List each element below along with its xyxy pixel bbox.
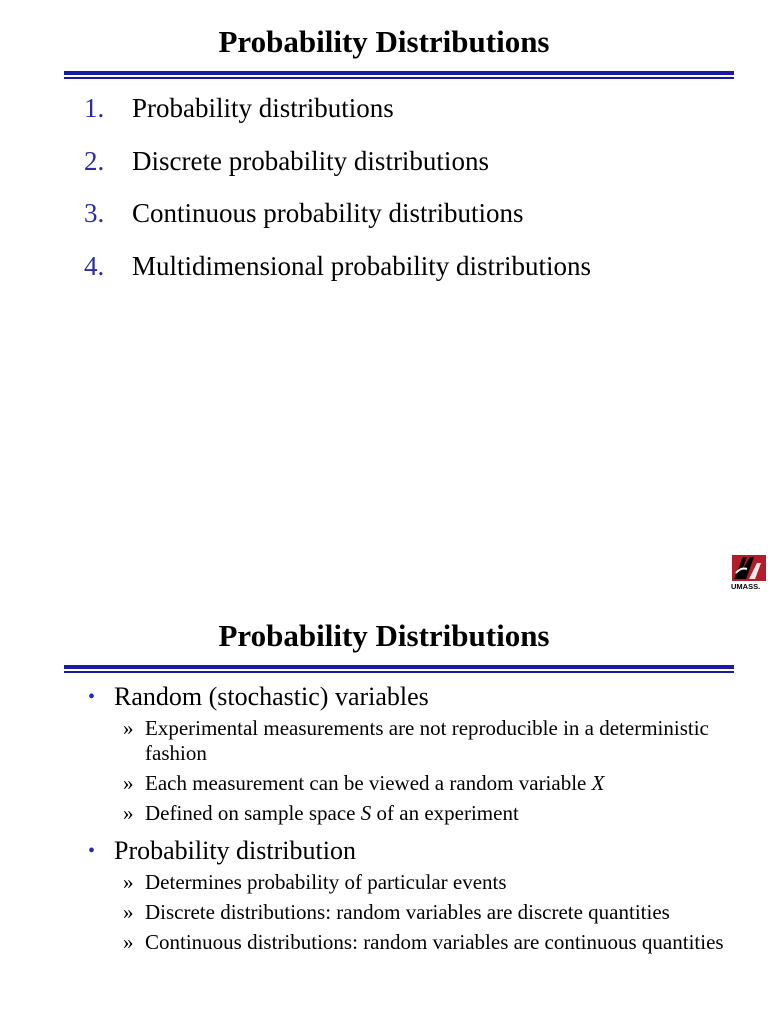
item-number: 4. — [84, 250, 105, 281]
item-number: 2. — [84, 145, 105, 176]
umass-logo-icon — [731, 553, 767, 591]
sub-text-before: Each measurement can be viewed a random variable — [145, 771, 592, 795]
sub-text — [145, 771, 604, 795]
sub-item — [86, 801, 746, 826]
slide-2 — [0, 594, 768, 1024]
bullet-list — [86, 680, 746, 963]
sub-item — [86, 900, 746, 925]
bullet-icon: • — [88, 840, 96, 862]
item-text: Probability distributions — [132, 93, 394, 123]
bullet-item — [86, 680, 746, 826]
rule-thick — [64, 71, 734, 75]
item-text: Continuous probability distributions — [132, 198, 524, 228]
item-text: Multidimensional probability distributions — [132, 250, 591, 281]
sub-text-italic: S — [360, 801, 372, 825]
bullet-heading — [86, 680, 746, 714]
sub-marker: » — [123, 716, 134, 740]
item-number: 3. — [84, 198, 105, 228]
sub-text — [145, 801, 519, 825]
sub-text-italic: X — [591, 771, 605, 795]
slide-title: Probability Distributions — [218, 618, 550, 653]
bullet-text: Random (stochastic) variables — [114, 682, 429, 711]
rule-thin — [64, 77, 734, 79]
sub-item — [86, 870, 746, 895]
sub-marker: » — [123, 870, 134, 894]
bullet-icon: • — [88, 686, 96, 708]
sub-list — [86, 870, 746, 955]
rule-thin — [64, 671, 734, 673]
bullet-item — [86, 834, 746, 955]
bullet-text: Probability distribution — [114, 836, 356, 865]
slide-title: Probability Distributions — [218, 24, 550, 59]
rule-thick — [64, 665, 734, 669]
sub-marker: » — [123, 930, 134, 954]
bullet-heading — [86, 834, 746, 868]
sub-text: Discrete distributions: random variables are discrete quantities — [145, 900, 670, 924]
item-number: 1. — [84, 93, 105, 123]
sub-marker: » — [123, 771, 134, 795]
logo-text: UMASS. — [731, 582, 761, 591]
sub-text: Determines probability of particular events — [145, 870, 507, 894]
sub-marker: » — [123, 900, 134, 924]
sub-text: Experimental measurements are not reproducible in a deterministic fashion — [145, 716, 709, 765]
sub-marker: » — [123, 801, 134, 825]
sub-item — [86, 930, 746, 955]
sub-text-before: Defined on sample space — [145, 801, 361, 825]
sub-list — [86, 716, 746, 826]
sub-item — [86, 716, 746, 766]
sub-text: Continuous distributions: random variables are continuous quantities — [145, 930, 724, 954]
sub-text-after: of an experiment — [371, 801, 519, 825]
item-text: Discrete probability distributions — [132, 145, 489, 176]
sub-item — [86, 771, 746, 796]
